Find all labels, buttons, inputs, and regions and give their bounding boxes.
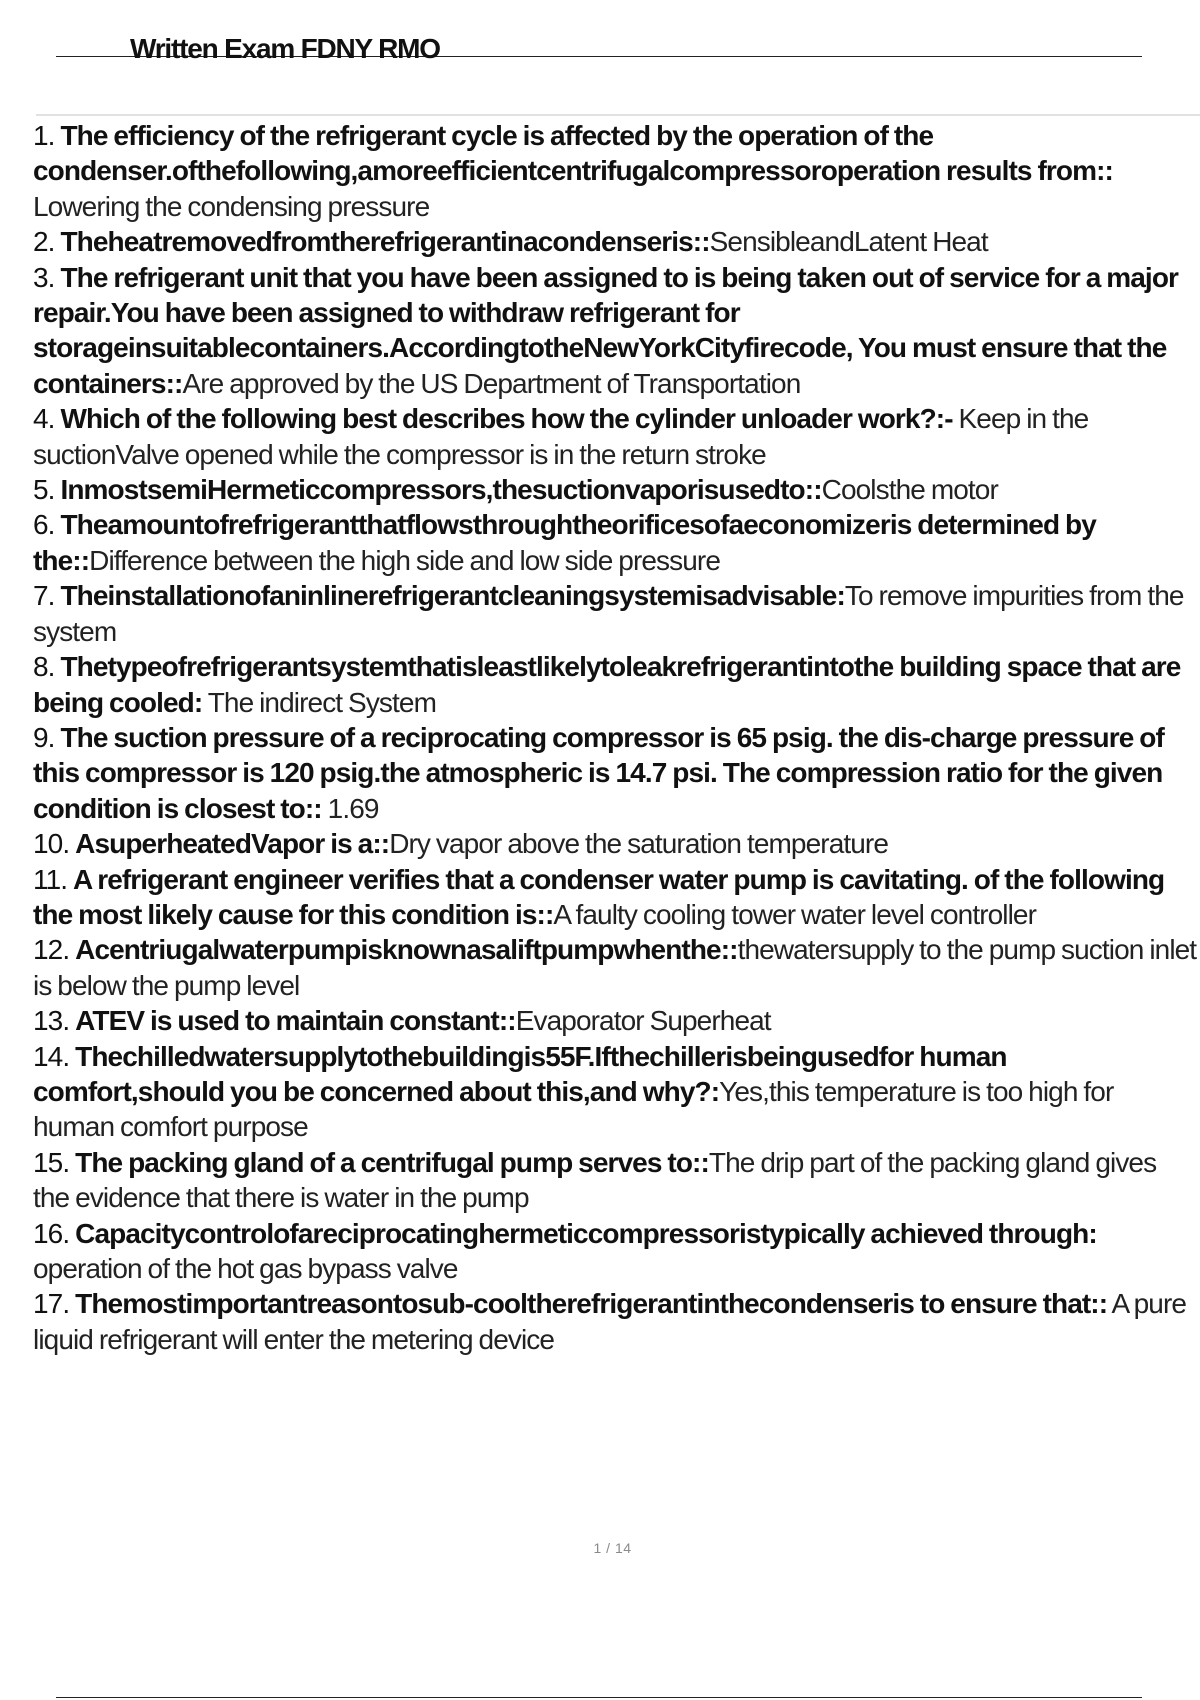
question-text: The refrigerant unit that you have been assigned to is being taken out of service for a major repair.You have been assigned to withdraw refrigerant for storageinsuitablecontainers.AccordingtotheNewYorkCityfirecode, You must ensure that the containers:: <box>33 261 1179 399</box>
question-number: 11. <box>33 863 68 895</box>
question-text: Theheatremovedfromtherefrigerantinacondenseris:: <box>60 226 710 258</box>
question-item <box>33 1003 1197 1038</box>
answer-text: Keep in the suctionValve opened while the compressor is in the return stroke <box>33 403 1089 470</box>
question-number: 10. <box>33 828 70 860</box>
page-indicator: 1 / 14 <box>593 1540 632 1556</box>
question-item <box>33 224 1197 259</box>
question-item <box>33 649 1197 720</box>
answer-text: Yes,this temperature is too high for human comfort purpose <box>33 1075 1114 1143</box>
answer-text: Are approved by the US Department of Transportation <box>182 367 801 399</box>
question-item <box>33 932 1197 1003</box>
answer-text: A pure liquid refrigerant will enter the metering device <box>33 1288 1187 1355</box>
question-text: Themostimportantreasontosub-cooltherefrigerantinthecondenseris to ensure that:: <box>75 1288 1108 1320</box>
answer-text: Coolsthe motor <box>821 474 998 506</box>
question-number: 15. <box>33 1146 70 1178</box>
answer-text: operation of the hot gas bypass valve <box>33 1253 458 1284</box>
page-header <box>56 30 1142 64</box>
question-item <box>33 1039 1197 1145</box>
question-item <box>33 260 1197 402</box>
question-item <box>33 507 1197 578</box>
question-item <box>33 720 1197 826</box>
question-number: 14. <box>33 1040 70 1072</box>
question-text: Thechilledwatersupplytothebuildingis55F.Ifthechillerisbeingusedfor human comfort,should you be concerned about this,and why?: <box>33 1040 1007 1107</box>
question-item <box>33 472 1197 507</box>
question-number: 16. <box>33 1217 70 1249</box>
answer-text: The indirect System <box>207 686 437 718</box>
question-text: Capacitycontrolofareciprocatinghermeticcompressoristypically achieved through: <box>75 1217 1097 1249</box>
question-text: AsuperheatedVapor is a:: <box>75 828 390 860</box>
question-text: Theinstallationofaninlinerefrigerantcleaningsystemisadvisable: <box>60 580 845 612</box>
answer-text: The drip part of the packing gland gives the evidence that there is water in the pump <box>33 1146 1157 1214</box>
document-title: Written Exam FDNY RMO <box>130 33 440 64</box>
question-text: InmostsemiHermeticcompressors,thesuctionvaporisusedto:: <box>60 474 822 506</box>
answer-text: 1.69 <box>327 792 379 824</box>
question-item <box>33 826 1197 861</box>
question-text: Acentriugalwaterpumpisknownasaliftpumpwhenthe:: <box>75 934 738 966</box>
question-text: The packing gland of a centrifugal pump serves to:: <box>75 1146 709 1178</box>
question-item <box>33 1216 1197 1287</box>
answer-text: Lowering the condensing pressure <box>33 190 430 222</box>
question-number: 2. <box>33 226 55 258</box>
question-item <box>33 862 1197 933</box>
question-number: 1. <box>33 120 55 151</box>
question-text: The suction pressure of a reciprocating compressor is 65 psig. the dis-charge pressure of this compressor is 120 psig.the atmospheric is 14.7 psi. The compression ratio for the given condition is closest to:: <box>33 721 1164 824</box>
question-item <box>33 1145 1197 1216</box>
answer-text: Dry vapor above the saturation temperature <box>389 828 889 860</box>
question-list <box>33 118 1197 1357</box>
question-item <box>33 118 1197 224</box>
question-number: 12. <box>33 934 70 966</box>
answer-text: thewatersupply to the pump suction inlet is below the pump level <box>33 934 1197 1001</box>
question-text: The efficiency of the refrigerant cycle is affected by the operation of the condenser.ofthefollowing,amoreefficientcentrifugalcompressoroperation results from:: <box>33 120 1113 187</box>
question-number: 6. <box>33 509 55 541</box>
content-divider <box>36 114 1200 116</box>
question-text: Thetypeofrefrigerantsystemthatisleastlikelytoleakrefrigerantintothe building space that are being cooled: <box>33 651 1181 718</box>
question-number: 8. <box>33 651 55 683</box>
answer-text: A faulty cooling tower water level controller <box>553 898 1037 930</box>
question-text: ATEV is used to maintain constant:: <box>75 1005 516 1037</box>
answer-text: Difference between the high side and low side pressure <box>89 544 721 576</box>
footer-rule <box>56 1697 1142 1698</box>
question-item <box>33 1286 1197 1357</box>
answer-text: Evaporator Superheat <box>515 1005 771 1037</box>
question-number: 13. <box>33 1005 70 1037</box>
answer-text: SensibleandLatent Heat <box>709 226 988 258</box>
answer-text: To remove impurities from the system <box>33 580 1184 647</box>
question-number: 4. <box>33 403 55 435</box>
question-number: 7. <box>33 580 55 612</box>
question-text: Which of the following best describes how the cylinder unloader work?:- <box>60 403 953 435</box>
question-number: 9. <box>33 721 55 753</box>
question-number: 17. <box>33 1288 70 1320</box>
question-item <box>33 578 1197 649</box>
question-number: 3. <box>33 261 55 293</box>
question-text: A refrigerant engineer verifies that a condenser water pump is cavitating. of the following the most likely cause for this condition is:: <box>33 863 1165 930</box>
question-number: 5. <box>33 474 55 506</box>
question-item <box>33 401 1197 472</box>
question-text: Theamountofrefrigerantthatflowsthroughtheorificesofaeconomizeris determined by the:: <box>33 509 1096 576</box>
